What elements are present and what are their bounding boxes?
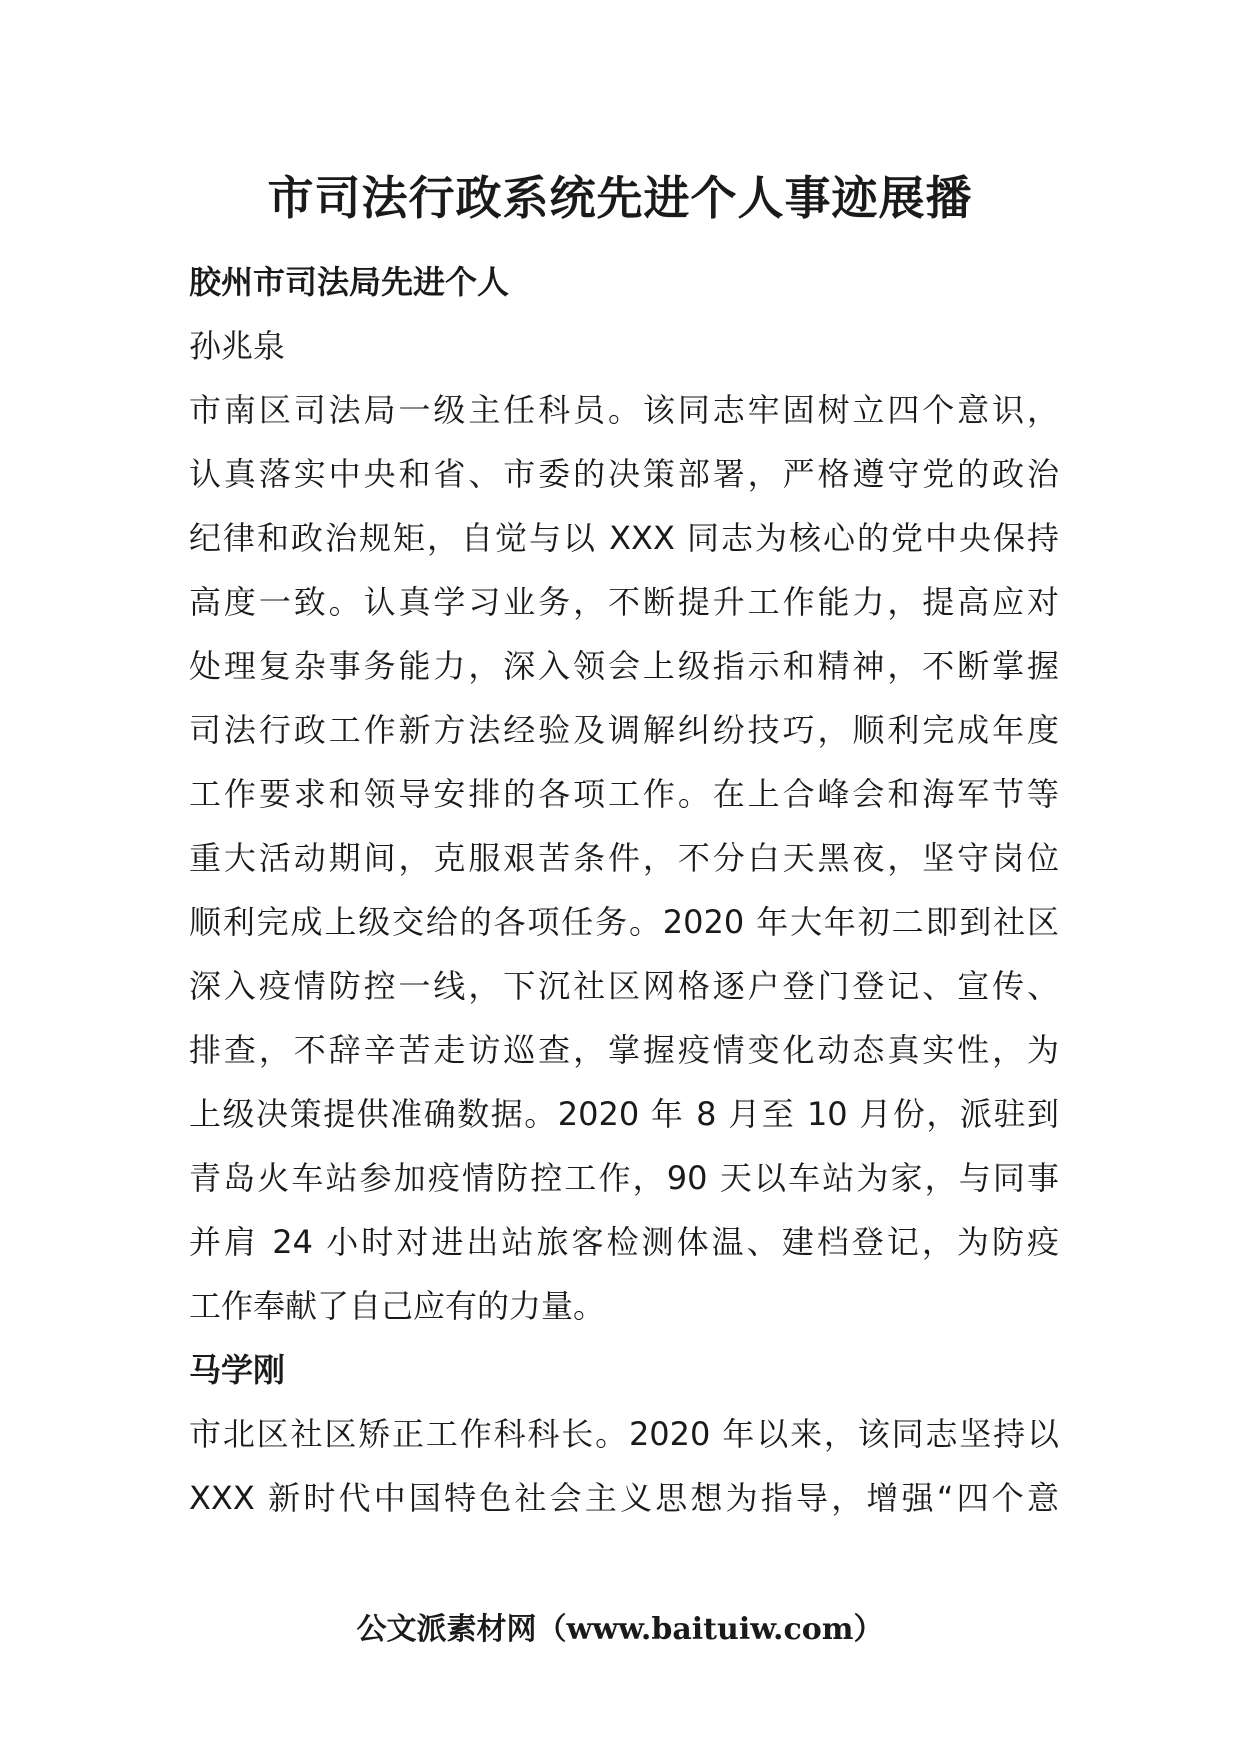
paragraph-line: 顺利完成上级交给的各项任务。2020 年大年初二即到社区 [189, 903, 1059, 941]
paragraph-line: 排查，不辞辛苦走访巡查，掌握疫情变化动态真实性，为 [189, 1031, 1059, 1069]
paragraph-line: 并肩 24 小时对进出站旅客检测体温、建档登记，为防疫 [189, 1223, 1059, 1261]
paragraph-line: 司法行政工作新方法经验及调解纠纷技巧，顺利完成年度 [189, 711, 1059, 749]
section-heading: 胶州市司法局先进个人 [189, 263, 510, 301]
paragraph-line: 高度一致。认真学习业务，不断提升工作能力，提高应对 [189, 583, 1059, 621]
paragraph-line: XXX 新时代中国特色社会主义思想为指导，增强“四个意 [189, 1479, 1059, 1517]
paragraph-line: 纪律和政治规矩，自觉与以 XXX 同志为核心的党中央保持 [189, 519, 1059, 557]
paragraph-line: 市北区社区矫正工作科科长。2020 年以来，该同志坚持以 [189, 1415, 1059, 1453]
person-bio-paragraph [189, 1402, 1059, 1530]
document-body [189, 250, 1059, 1530]
paragraph-line: 认真落实中央和省、市委的决策部署，严格遵守党的政治 [189, 455, 1059, 493]
person-bio-paragraph [189, 378, 1059, 1338]
paragraph-line: 青岛火车站参加疫情防控工作，90 天以车站为家，与同事 [189, 1159, 1059, 1197]
person-name-sun: 孙兆泉 [189, 327, 286, 365]
footer-watermark-text: 公文派素材网（www.baituiw.com） [356, 1612, 884, 1647]
paragraph-line: 工作要求和领导安排的各项工作。在上合峰会和海军节等 [189, 775, 1059, 813]
person-name-ma: 马学刚 [189, 1351, 286, 1389]
paragraph-line: 工作奉献了自己应有的力量。 [189, 1287, 606, 1325]
paragraph-line: 处理复杂事务能力，深入领会上级指示和精神，不断掌握 [189, 647, 1059, 685]
paragraph-line: 深入疫情防控一线，下沉社区网格逐户登门登记、宣传、 [189, 967, 1059, 1005]
paragraph-line: 重大活动期间，克服艰苦条件，不分白天黑夜，坚守岗位 [189, 839, 1059, 877]
document-title: 市司法行政系统先进个人事迹展播 [267, 171, 973, 225]
paragraph-line: 市南区司法局一级主任科员。该同志牢固树立四个意识， [189, 391, 1059, 429]
paragraph-line: 上级决策提供准确数据。2020 年 8 月至 10 月份，派驻到 [189, 1095, 1059, 1133]
